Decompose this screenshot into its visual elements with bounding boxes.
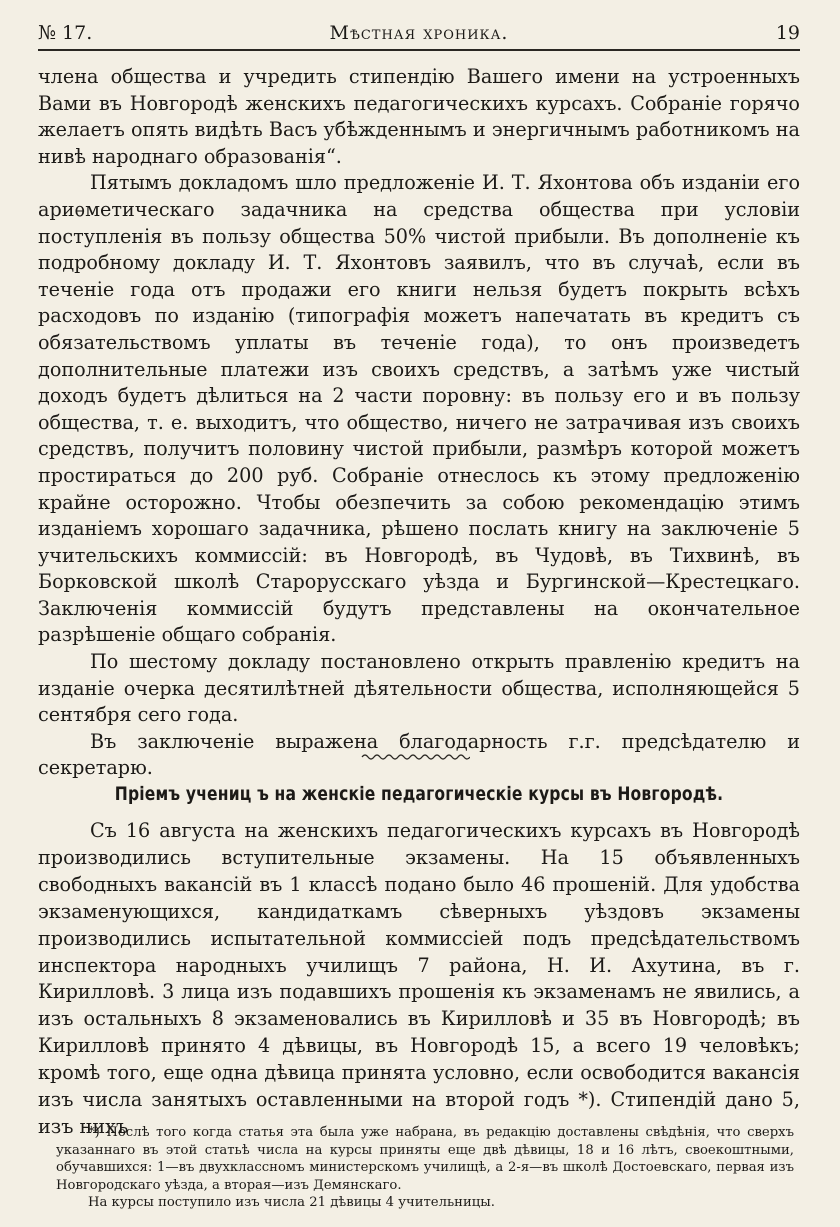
paragraph: члена общества и учредить стипендію Вашего имени на устроенныхъ Вами въ Новгородѣ женскихъ педагогическихъ курсахъ. Собраніе горячо желаетъ опять видѣть Васъ убѣжденнымъ и энергичнымъ работникомъ на нивѣ народнаго образованія“. xyxy=(38,65,800,168)
section-heading: Мѣстная хроника. xyxy=(329,22,509,44)
running-header xyxy=(38,22,800,48)
article-title: Пріемъ учениц ъ на женскіе педагогическіе курсы въ Новгородѣ. xyxy=(114,783,724,805)
paragraph: По шестому докладу постановлено открыть правленію кредитъ на изданіе очерка десятилѣтней дѣятельности общества, исполняющейся 5 сентября сего года. xyxy=(38,650,800,727)
page-number: 19 xyxy=(775,22,800,44)
paragraph: Пятымъ докладомъ шло предложеніе И. Т. Яхонтова объ изданіи его ариѳметическаго задачника на средства общества при условіи поступленія въ пользу общества 50% чистой прибыли. Въ дополненіе къ подробному докладу И. Т. Яхонтовъ заявилъ, что въ случаѣ, если въ теченіе года отъ продажи его книги нельзя будетъ покрыть всѣхъ расходовъ по изданію (типографія можетъ напечатать въ кредитъ съ обязательствомъ уплаты въ теченіе года), то онъ произведетъ дополнительные платежи изъ своихъ средствъ, а затѣмъ уже чистый доходъ будетъ дѣлиться на 2 части поровну: въ пользу его и въ пользу общества, т. е. выходитъ, что общество, ничего не затрачивая изъ своихъ средствъ, получитъ половину чистой прибыли, размѣръ которой можетъ простираться до 200 руб. Собраніе отнеслось къ этому предложенію крайне осторожно. Чтобы обезпечить за собою рекомендацію этимъ изданіемъ хорошаго задачника, рѣшено послать книгу на заключеніе 5 учительскихъ коммиссій: въ Новгородѣ, въ Чудовѣ, въ Тихвинѣ, въ Борковской школѣ Старорусскаго уѣзда и Бургинской—Крестецкаго. Заключенія коммиссій будутъ представлены на окончательное разрѣшеніе общаго собранія. xyxy=(38,171,800,647)
footnote: *) Послѣ того когда статья эта была уже набрана, въ редакцію доставлены свѣдѣнія, что сверхъ указаннаго въ этой статьѣ числа на курсы приняты еще двѣ дѣвицы, 18 и 16 лѣтъ, своекоштными, обучавшихся: 1—въ двухклассномъ министерскомъ училищѣ, а 2-я—въ школѣ Достоевскаго, первая изъ Новгородскаго уѣзда, а вторая—изъ Демянскаго. xyxy=(56,1125,794,1193)
footnote: На курсы поступило изъ числа 21 дѣвицы 4 учительницы. xyxy=(88,1195,495,1211)
header-rule xyxy=(38,49,800,51)
paragraph: Въ заключеніе выражена благодарность г.г. предсѣдателю и секретарю. xyxy=(38,729,800,780)
paragraph: Съ 16 августа на женскихъ педагогическихъ курсахъ въ Новгородѣ производились вступительные экзамены. На 15 объявленныхъ свободныхъ вакансій въ 1 классѣ подано было 46 прошеній. Для удобства экзаменующихся, кандидаткамъ сѣверныхъ уѣздовъ экзамены производились испытательной коммиссіей подъ предсѣдательствомъ инспектора народныхъ училищъ 7 района, Н. И. Ахутина, въ г. Кирилловѣ. 3 лица изъ подавшихъ прошенія къ экзаменамъ не явились, а изъ остальныхъ 8 экзаменовались въ Кирилловѣ и 35 въ Новгородѣ; въ Кирилловѣ принято 4 дѣвицы, въ Новгородѣ 15, а всего 19 человѣкъ; кромѣ того, еще одна дѣвица принята условно, если освободится вакансія изъ числа занятыхъ оставленными на второй годъ *). Стипендій дано 5, изъ нихъ xyxy=(38,819,800,1138)
article-body xyxy=(38,818,800,1141)
wave-ornament-divider xyxy=(360,750,470,764)
footnote-block xyxy=(56,1124,794,1212)
article-continuation xyxy=(38,64,800,782)
issue-number: № 17. xyxy=(38,22,93,44)
